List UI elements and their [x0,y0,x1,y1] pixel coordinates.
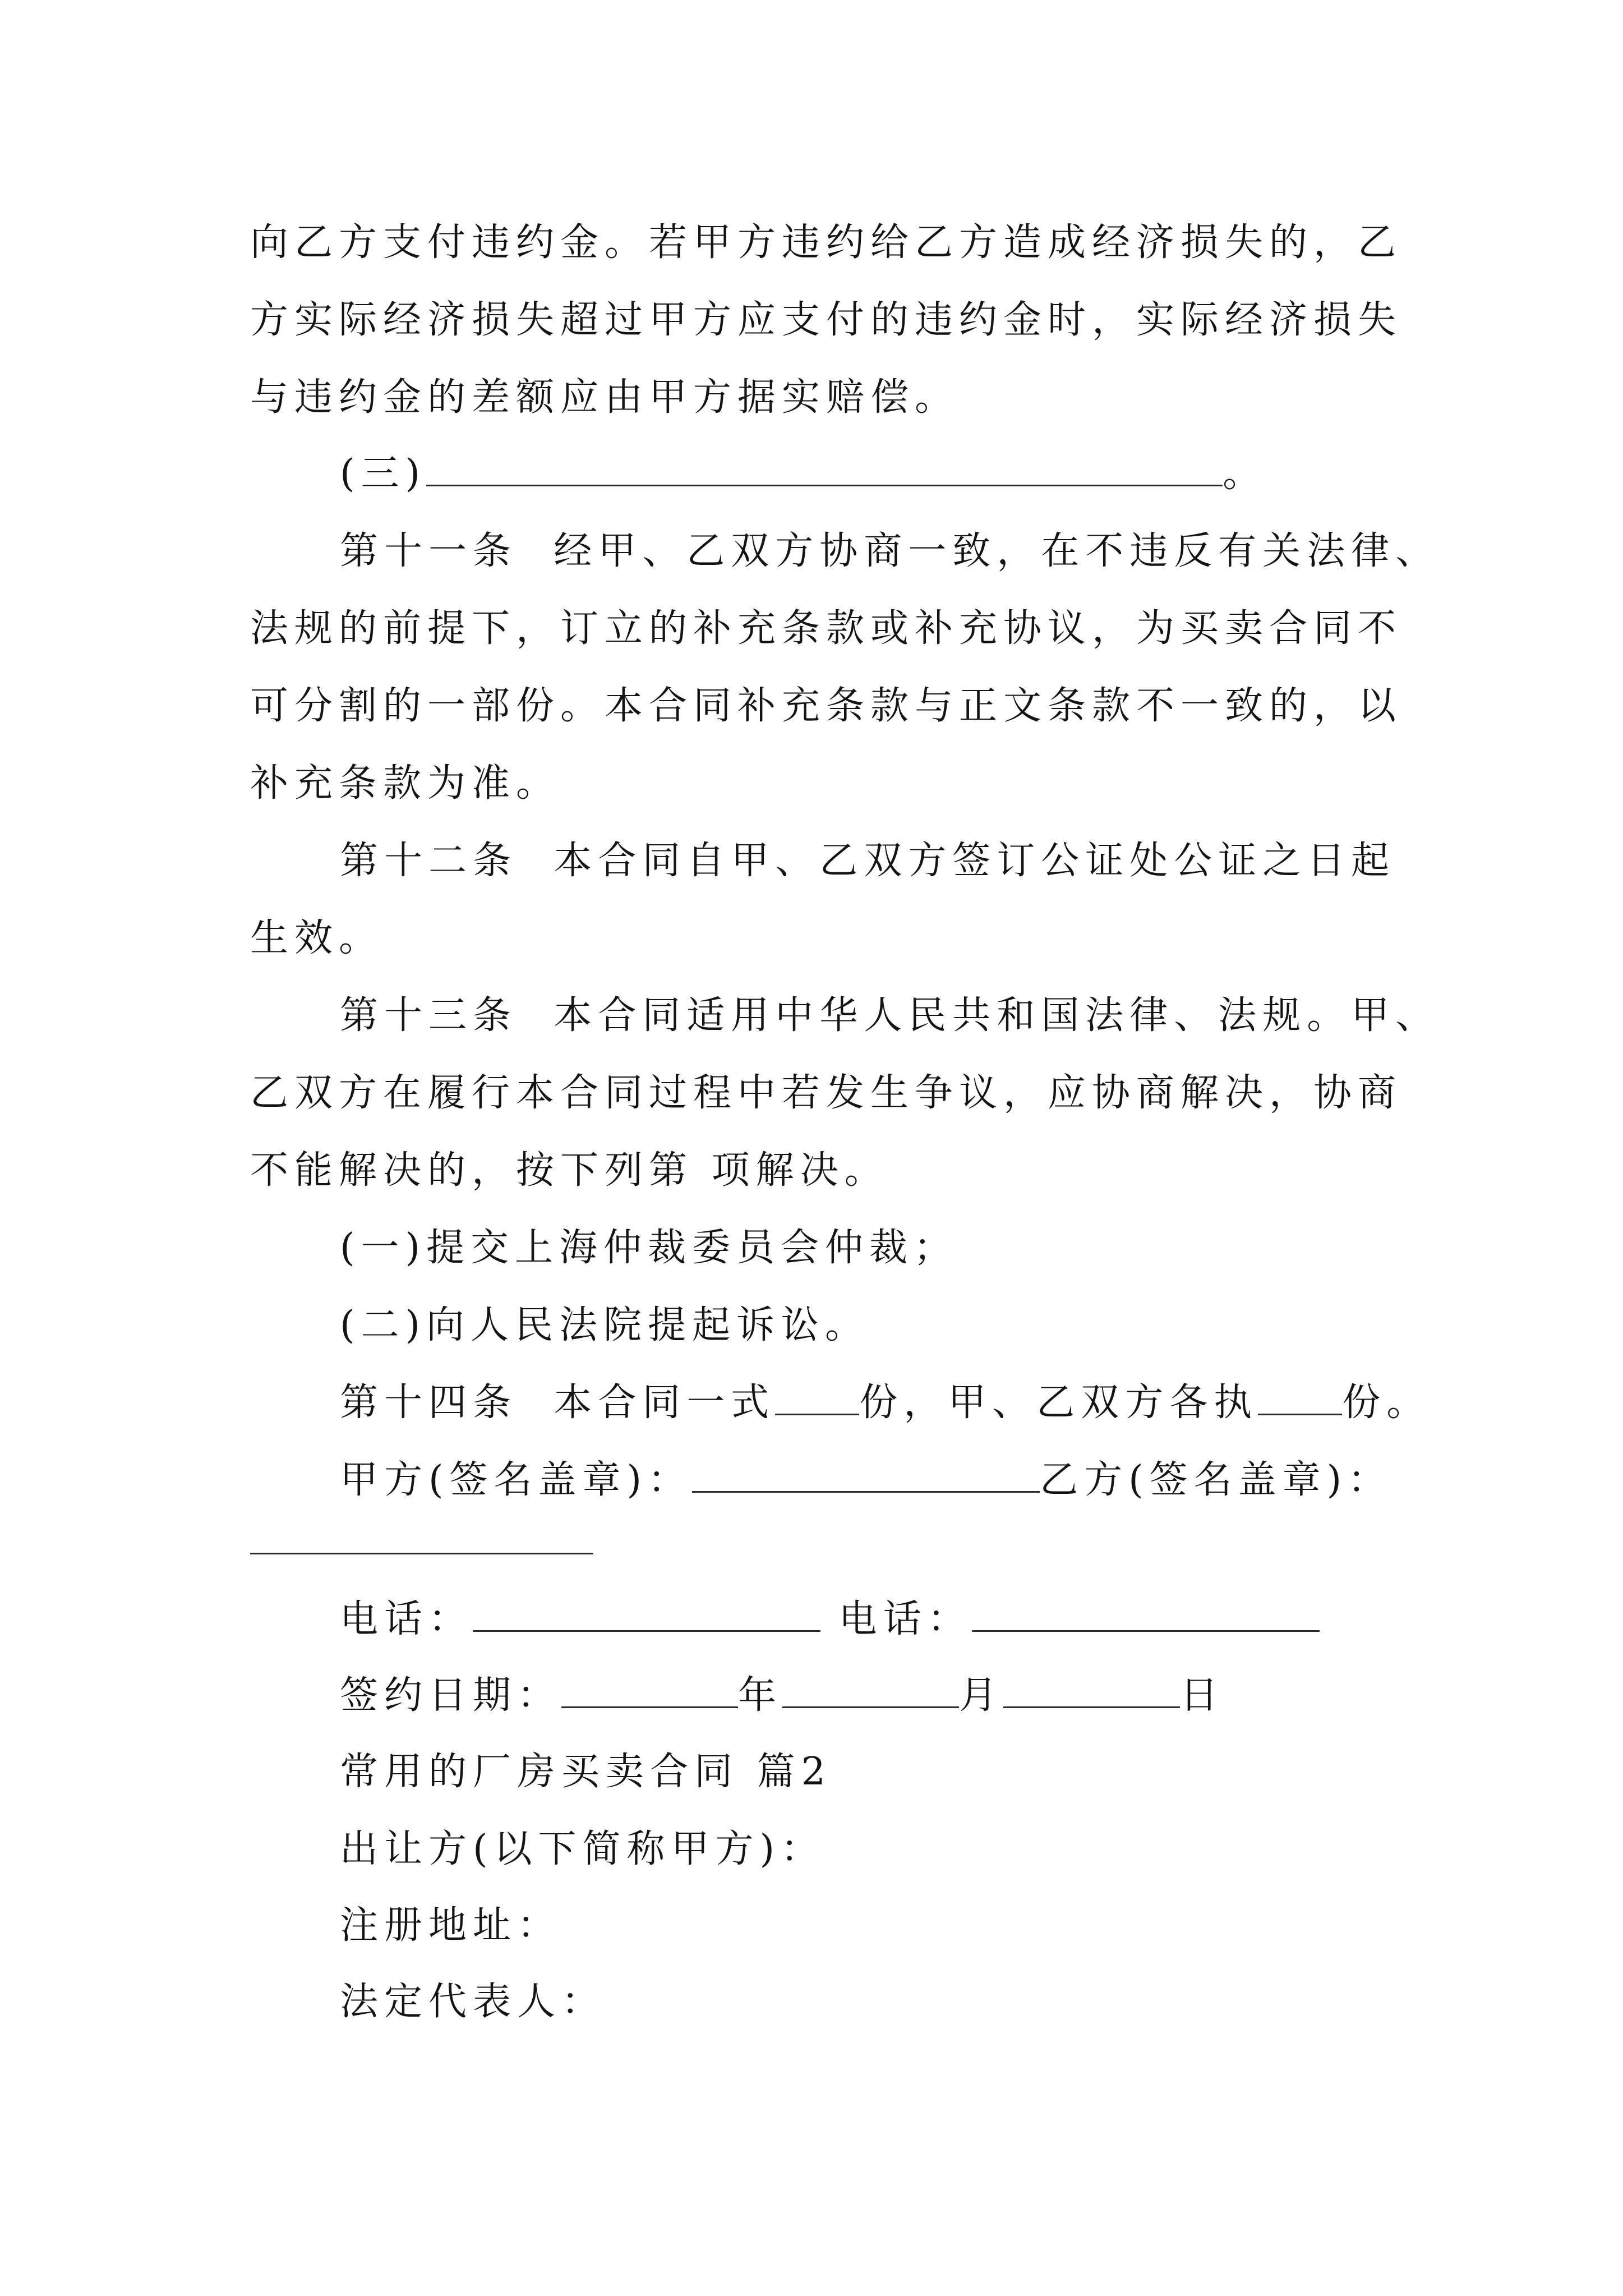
phone-b-label: 电话： [838,1597,972,1641]
field-line: 法定代表人： [340,1980,606,2024]
year-blank [561,1673,738,1708]
copies-each-blank [1258,1380,1342,1415]
item-label: (三) [340,452,427,496]
day-blank [1003,1673,1180,1708]
phone-a-blank [473,1596,820,1632]
clause-item-3 [340,449,1267,499]
article-12-line: 第十二条 本合同自甲、乙双方签订公证处公证之日起 [340,839,1396,883]
article-11-line: 可分割的一部份。本合同补充条款与正文条款不一致的，以 [250,684,1403,728]
option-2: (二)向人民法院提起诉讼。 [340,1303,870,1347]
option-1: (一)提交上海仲裁委员会仲裁； [340,1226,958,1270]
party-a-signature-blank [692,1457,1040,1493]
sign-date-label: 签约日期： [340,1673,562,1718]
copies-blank [775,1380,859,1415]
article-11-line: 法规的前提下，订立的补充条款或补充协议，为买卖合同不 [250,606,1403,651]
paragraph-line: 方实际经济损失超过甲方应支付的违约金时，实际经济损失 [250,298,1403,342]
field-line: 注册地址： [340,1903,562,1948]
section-title: 常用的厂房买卖合同 篇2 [340,1750,832,1794]
party-a-signature-label: 甲方(签名盖章)： [340,1458,693,1502]
fill-blank [426,451,1223,486]
article-12-line: 生效。 [250,916,384,960]
sign-date-line: 签约日期： 年 月 日 [340,1673,1225,1718]
item-end: 。 [1223,452,1267,496]
phone-a-label: 电话： [340,1597,473,1641]
article-13-line: 第十三条 本合同适用中华人民共和国法律、法规。甲、 [340,993,1440,1038]
article-11-line: 第十一条 经甲、乙双方协商一致，在不违反有关法律、 [340,529,1440,573]
party-b-signature-blank [250,1553,593,1554]
paragraph-line: 与违约金的差额应由甲方据实赔偿。 [250,375,960,420]
party-b-signature-label: 乙方(签名盖章)： [1040,1458,1393,1502]
field-line: 出让方(以下简称甲方)： [340,1827,826,1871]
article-13-line: 不能解决的，按下列第 项解决。 [250,1148,889,1193]
article-14: 第十四条 本合同一式 份，甲、乙双方各执 份。 [340,1381,1431,1425]
article-11-line: 补充条款为准。 [250,761,561,806]
phone-line [340,1594,1320,1645]
signature-line [340,1455,1392,1506]
paragraph-line: 向乙方支付违约金。若甲方违约给乙方造成经济损失的，乙 [250,220,1403,265]
month-blank [782,1673,959,1708]
article-13-line: 乙双方在履行本合同过程中若发生争议，应协商解决，协商 [250,1071,1403,1115]
phone-b-blank [972,1596,1320,1632]
